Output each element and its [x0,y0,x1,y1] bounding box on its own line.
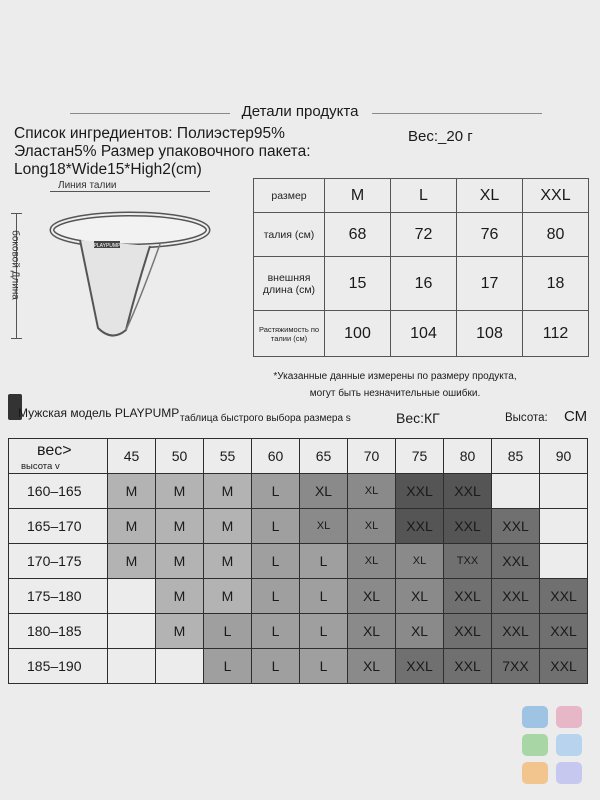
waist-value: 76 [457,213,523,257]
corner-height-label: высота v [21,461,60,472]
ingredients-line-2: Эластан5% Размер упаковочного пакета: [14,143,311,160]
chart-row [9,579,588,614]
size-cell: L [252,544,300,579]
svg-text:PLAYPUMP: PLAYPUMP [93,243,121,249]
height-range: 170–175 [27,553,82,569]
size-cell: L [300,579,348,614]
size-cell: XXL [492,544,540,579]
size-cell: M [108,544,156,579]
size-cell: L [252,579,300,614]
model-label: Мужская модель PLAYPUMP [18,406,180,420]
size-cell: M [156,544,204,579]
outer-length-value: 15 [325,257,391,311]
weight-header: 85 [492,439,540,474]
waist-value: 72 [391,213,457,257]
size-cell [108,614,156,649]
size-cell: XXL [540,579,588,614]
height-cell [9,509,108,544]
waist-measure-line [50,191,210,192]
weight-header: 90 [540,439,588,474]
height-range: 180–185 [27,623,82,639]
ingredients-line-1: Список ингредиентов: Полиэстер95% [14,125,285,142]
size-cell [492,474,540,509]
chart-row [9,474,588,509]
size-cell: L [252,509,300,544]
stretch-value: 100 [325,311,391,357]
size-cell: M [204,579,252,614]
size-cell: XXL [492,509,540,544]
size-col-xl: XL [457,179,523,213]
waist-value: 68 [325,213,391,257]
garment-illustration [40,200,220,350]
size-chart [8,438,588,684]
size-cell: L [300,649,348,684]
size-cell: XL [348,474,396,509]
size-cell: XXL [444,509,492,544]
height-cell [9,474,108,509]
size-cell [108,579,156,614]
measurement-note [240,368,550,402]
size-cell: L [300,614,348,649]
height-cell [9,544,108,579]
chart-row [9,614,588,649]
note-line-2: могут быть незначительные ошибки. [309,388,481,399]
size-cell: XL [396,544,444,579]
size-cell: XL [348,579,396,614]
size-cell [540,474,588,509]
size-cell: XXL [540,614,588,649]
title-divider-right [372,113,542,114]
product-weight: Вес:_20 г [408,128,473,145]
waist-value: 80 [523,213,589,257]
size-cell: XL [396,579,444,614]
size-cell: L [252,614,300,649]
size-header-label: размер [254,179,325,213]
size-cell: XXL [396,649,444,684]
size-cell: XXL [444,614,492,649]
size-cell: XXL [444,579,492,614]
size-cell: M [204,474,252,509]
size-cell: XL [348,509,396,544]
chart-row [9,544,588,579]
waist-line-label: Линия талии [58,180,117,191]
size-col-m: M [325,179,391,213]
weight-unit-label: Вес:КГ [396,410,440,426]
size-cell: M [108,509,156,544]
bag-icon [522,706,548,728]
size-cell: L [204,614,252,649]
robot-icon [522,734,548,756]
size-cell [108,649,156,684]
box-icon [556,762,582,784]
size-cell [156,649,204,684]
height-cell [9,649,108,684]
stretch-value: 112 [523,311,589,357]
size-cell: L [204,649,252,684]
cup-icon [556,734,582,756]
size-col-xxl: XXL [523,179,589,213]
weight-header: 70 [348,439,396,474]
weight-header: 65 [300,439,348,474]
size-cell: L [252,649,300,684]
size-cell: XXL [444,649,492,684]
chart-row [9,649,588,684]
size-cell: XL [348,544,396,579]
height-cell [9,579,108,614]
size-cell: M [156,614,204,649]
weight-header: 45 [108,439,156,474]
row-label-outer-length: внешняя длина (см) [254,257,325,311]
size-cell: L [300,544,348,579]
row-label-stretch: Растяжимость по талии (см) [254,311,325,357]
weight-header: 80 [444,439,492,474]
size-table [253,178,589,357]
height-unit: СМ [564,408,588,425]
note-line-1: *Указанные данные измерены по размеру продукта, [273,371,517,382]
package-size: Long18*Wide15*High2(cm) [14,161,202,178]
size-cell: XXL [444,474,492,509]
size-cell: XL [300,474,348,509]
size-cell: XL [396,614,444,649]
size-cell: M [156,509,204,544]
chart-row [9,509,588,544]
size-cell: M [108,474,156,509]
weight-header: 50 [156,439,204,474]
height-range: 165–170 [27,518,82,534]
outer-length-value: 17 [457,257,523,311]
size-cell: XXL [492,579,540,614]
height-range: 175–180 [27,588,82,604]
side-length-label: боковой Длина [9,230,21,300]
weight-header: 75 [396,439,444,474]
tissue-box-icon [556,706,582,728]
height-range: 160–165 [27,483,82,499]
quick-table-label: таблица быстрого выбора размера s [180,413,351,424]
chart-corner [9,439,108,474]
outer-length-value: 18 [523,257,589,311]
size-cell: XXL [396,509,444,544]
size-cell: M [204,509,252,544]
size-cell: TXX [444,544,492,579]
size-cell: XL [348,649,396,684]
size-col-l: L [391,179,457,213]
cube-icon [522,762,548,784]
height-label: Высота: [505,412,548,424]
size-cell: XXL [492,614,540,649]
size-cell: XXL [396,474,444,509]
size-cell: M [156,474,204,509]
size-cell: 7XX [492,649,540,684]
height-range: 185–190 [27,658,82,674]
size-cell: M [204,544,252,579]
row-label-waist: талия (см) [254,213,325,257]
size-cell: XXL [540,649,588,684]
size-cell: XL [348,614,396,649]
size-cell: M [156,579,204,614]
outer-length-value: 16 [391,257,457,311]
stretch-value: 104 [391,311,457,357]
size-cell [540,509,588,544]
stretch-value: 108 [457,311,523,357]
corner-weight-label: вес> [37,442,72,459]
page-title: Детали продукта [241,103,359,120]
size-cell: L [252,474,300,509]
weight-header: 55 [204,439,252,474]
size-cell [540,544,588,579]
size-cell: XL [300,509,348,544]
weight-header: 60 [252,439,300,474]
height-cell [9,614,108,649]
